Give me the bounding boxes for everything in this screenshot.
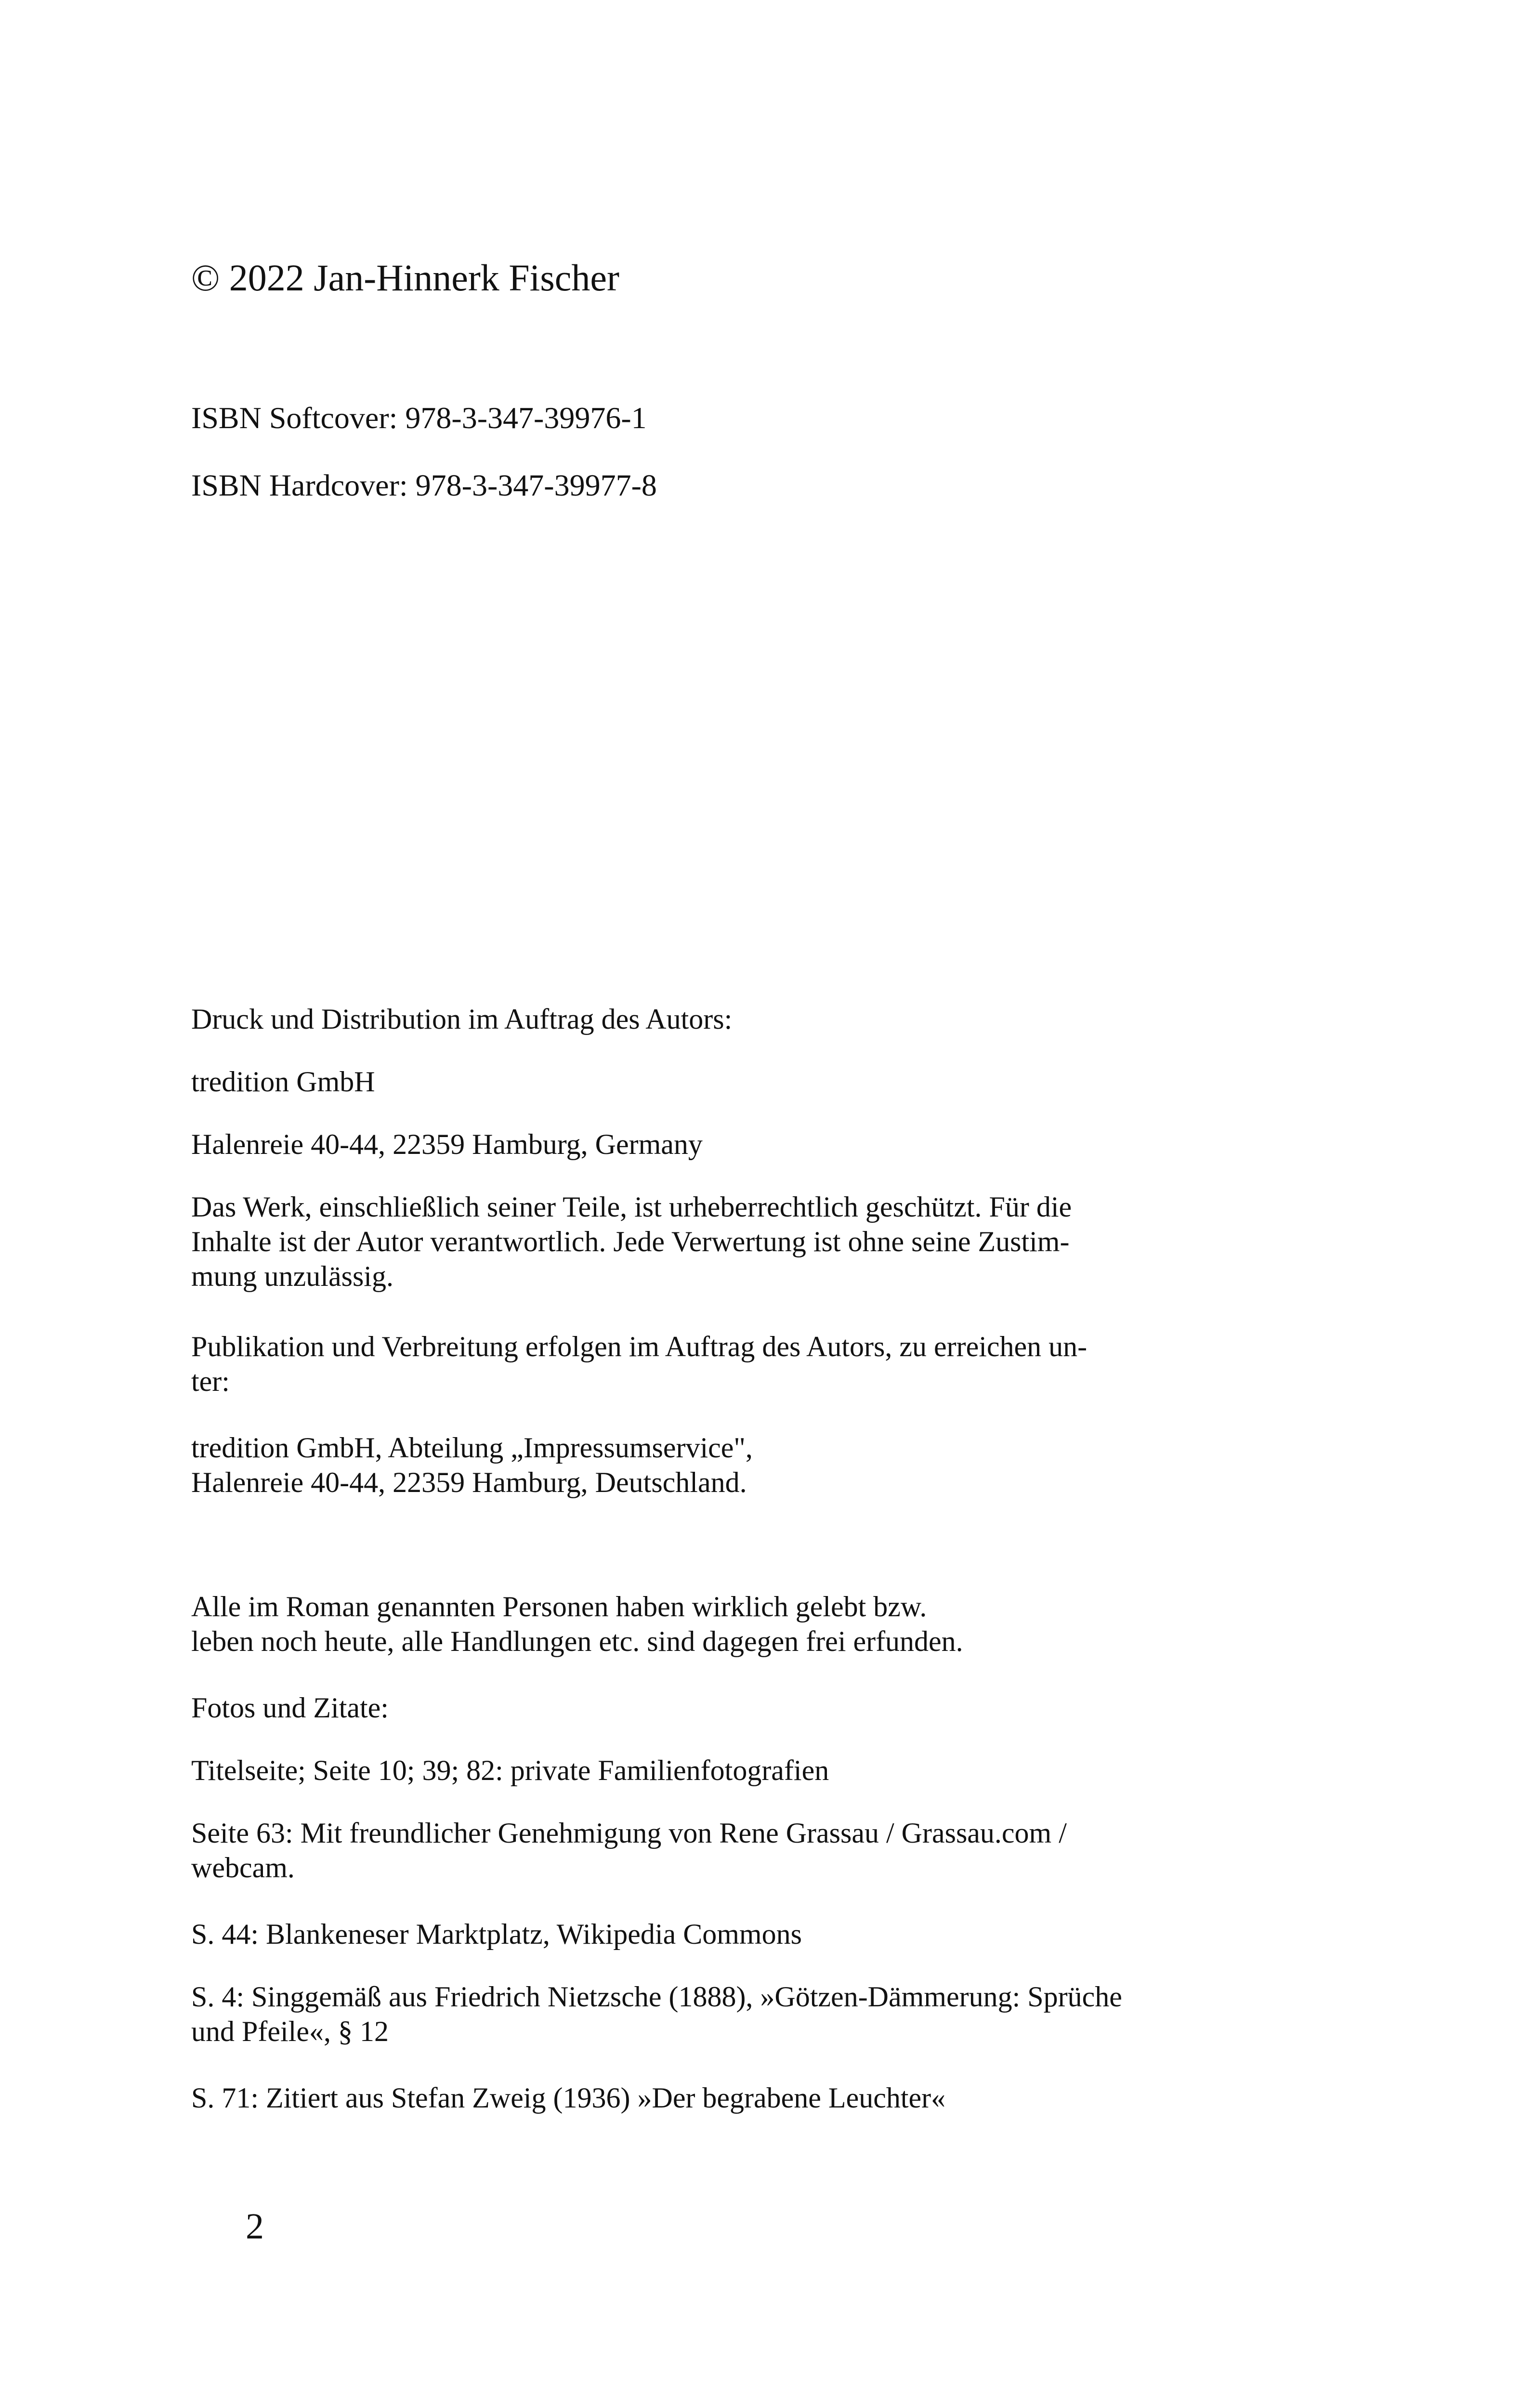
credit-item: S. 4: Singgemäß aus Friedrich Nietzsche (1888), »Götzen-Dämmerung: Sprüche und Pfeile«, § 12 [191, 1981, 1122, 2047]
fiction-disclaimer: Alle im Roman genannten Personen haben wirklich gelebt bzw. leben noch heute, alle Handlungen etc. sind dagegen frei erfunden. [191, 1591, 963, 1657]
publisher-contact: tredition GmbH, Abteilung „Impressumservice", Halenreie 40-44, 22359 Hamburg, Deutschland. [191, 1432, 753, 1498]
credit-item: Seite 63: Mit freundlicher Genehmigung von Rene Grassau / Grassau.com / webcam. [191, 1817, 1067, 1884]
copyright-notice: Das Werk, einschließlich seiner Teile, ist urheberrechtlich geschützt. Für die Inhalte ist der Autor verantwortlich. Jede Verwertung ist ohne seine Zustim- mung unzulässig. [191, 1191, 1072, 1292]
credit-item: S. 44: Blankeneser Marktplatz, Wikipedia Commons [191, 1918, 802, 1950]
publication-notice: Publikation und Verbreitung erfolgen im Auftrag des Autors, zu erreichen un- ter: [191, 1331, 1088, 1397]
publisher-address: Halenreie 40-44, 22359 Hamburg, Germany [191, 1128, 703, 1160]
credits-heading: Fotos und Zitate: [191, 1692, 389, 1724]
isbn-softcover: ISBN Softcover: 978-3-347-39976-1 [191, 401, 647, 435]
print-distribution-line: Druck und Distribution im Auftrag des Autors: [191, 1003, 733, 1035]
copyright-line: © 2022 Jan-Hinnerk Fischer [191, 257, 619, 299]
isbn-hardcover: ISBN Hardcover: 978-3-347-39977-8 [191, 468, 657, 502]
credit-item: S. 71: Zitiert aus Stefan Zweig (1936) »Der begrabene Leuchter« [191, 2082, 946, 2114]
page-number: 2 [246, 2206, 264, 2247]
publisher-name: tredition GmbH [191, 1066, 375, 1098]
credit-item: Titelseite; Seite 10; 39; 82: private Familienfotografien [191, 1754, 829, 1786]
